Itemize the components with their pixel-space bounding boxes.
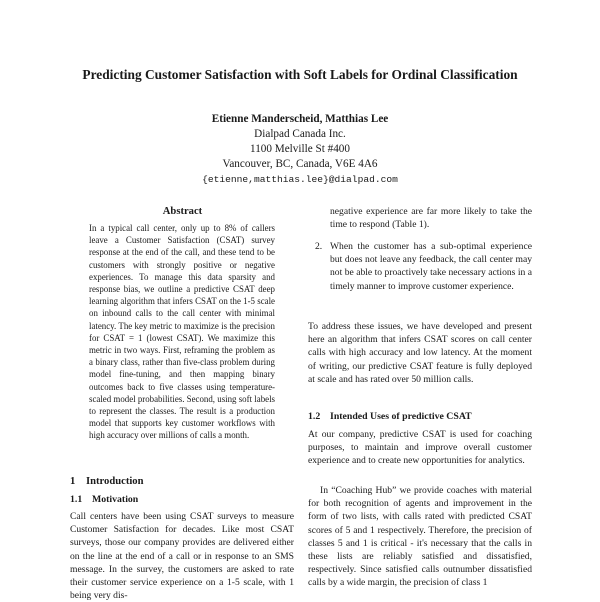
subsection-heading-intended-uses bbox=[308, 411, 472, 422]
intended-uses-paragraph: At our company, predictive CSAT is used for coaching purposes, to maintain and improve overall customer experience and to create new opportunities for analytics. bbox=[308, 429, 532, 467]
affiliation: Dialpad Canada Inc. bbox=[254, 128, 346, 140]
author-block bbox=[100, 112, 500, 187]
subsection-number: 1.1 bbox=[70, 494, 83, 505]
address-line-1: 1100 Melville St #400 bbox=[250, 143, 350, 155]
subsection-title: Motivation bbox=[92, 494, 139, 505]
coaching-hub-paragraph: In “Coaching Hub” we provide coaches with material for both recognition of agents and improvement in the form of two lists, with calls rated with predicted CSAT scores of 5 and 1 respectively. Therefore, the precision of classes 5 and 1 is critical - it's necessary that the calls in these lists are reliably satisfied and dissatisfied, respectively. Since satisfied calls outnumber dissatisfied calls by a wide margin, the precision of class 1 bbox=[308, 485, 532, 589]
section-title: Introduction bbox=[86, 476, 144, 487]
subsection-heading-motivation bbox=[70, 494, 138, 505]
subsection-title: Intended Uses of predictive CSAT bbox=[330, 411, 472, 422]
list-item-1-continuation: negative experience are far more likely to take the time to respond (Table 1). bbox=[330, 206, 532, 231]
author-names: Etienne Manderscheid, Matthias Lee bbox=[211, 113, 389, 125]
section-number: 1 bbox=[70, 476, 76, 487]
address-line-2: Vancouver, BC, Canada, V6E 4A6 bbox=[222, 158, 378, 170]
section-heading-introduction bbox=[70, 476, 144, 487]
list-item-2 bbox=[315, 240, 532, 293]
author-email: {etienne,matthias.lee}@dialpad.com bbox=[202, 174, 398, 185]
issues-paragraph: To address these issues, we have developed and present here an algorithm that infers CSAT scores on call center calls with high accuracy and low latency. At the moment of writing, our predictive CSAT feature is fully deployed at scale and has rated over 50 million calls. bbox=[308, 321, 532, 385]
list-item-2-text: When the customer has a sub-optimal experience but does not leave any feedback, the call center may not be able to proactively take necessary actions in a timely manner to improve customer experience. bbox=[330, 241, 532, 292]
abstract-heading: Abstract bbox=[162, 206, 203, 217]
list-marker: 2. bbox=[315, 241, 323, 252]
paper-title: Predicting Customer Satisfaction with Soft Labels for Ordinal Classification bbox=[82, 67, 518, 82]
abstract-text: In a typical call center, only up to 8% of callers leave a Customer Satisfaction (CSAT) survey response at the end of the call, and these tend to be customers with strongly positive or negative experiences. To manage this data sparsity and response bias, we outline a predictive CSAT deep learning algorithm that infers CSAT on the 1-5 scale on inbound calls to the call center with minimal latency. The key metric to maximize is the precision for CSAT = 1 (lowest CSAT). We maximize this metric in two ways. First, reframing the problem as a binary class, rather than five-class problem during model fine-tuning, and then mapping binary outcomes back to five classes using temperature-scaled model probabilities. Second, using soft labels to represent the classes. The result is a production model that supports key customer workflows with high accuracy over millions of calls a month. bbox=[89, 223, 275, 441]
motivation-paragraph: Call centers have been using CSAT surveys to measure Customer Satisfaction for decades. Like most CSAT surveys, those our company provides are delivered either on the line at the end of a call or in response to an SMS message. In the survey, the customers are asked to rate their customer service experience on a 1-5 scale, with 1 being very dis- bbox=[70, 511, 294, 602]
subsection-number: 1.2 bbox=[308, 411, 321, 422]
